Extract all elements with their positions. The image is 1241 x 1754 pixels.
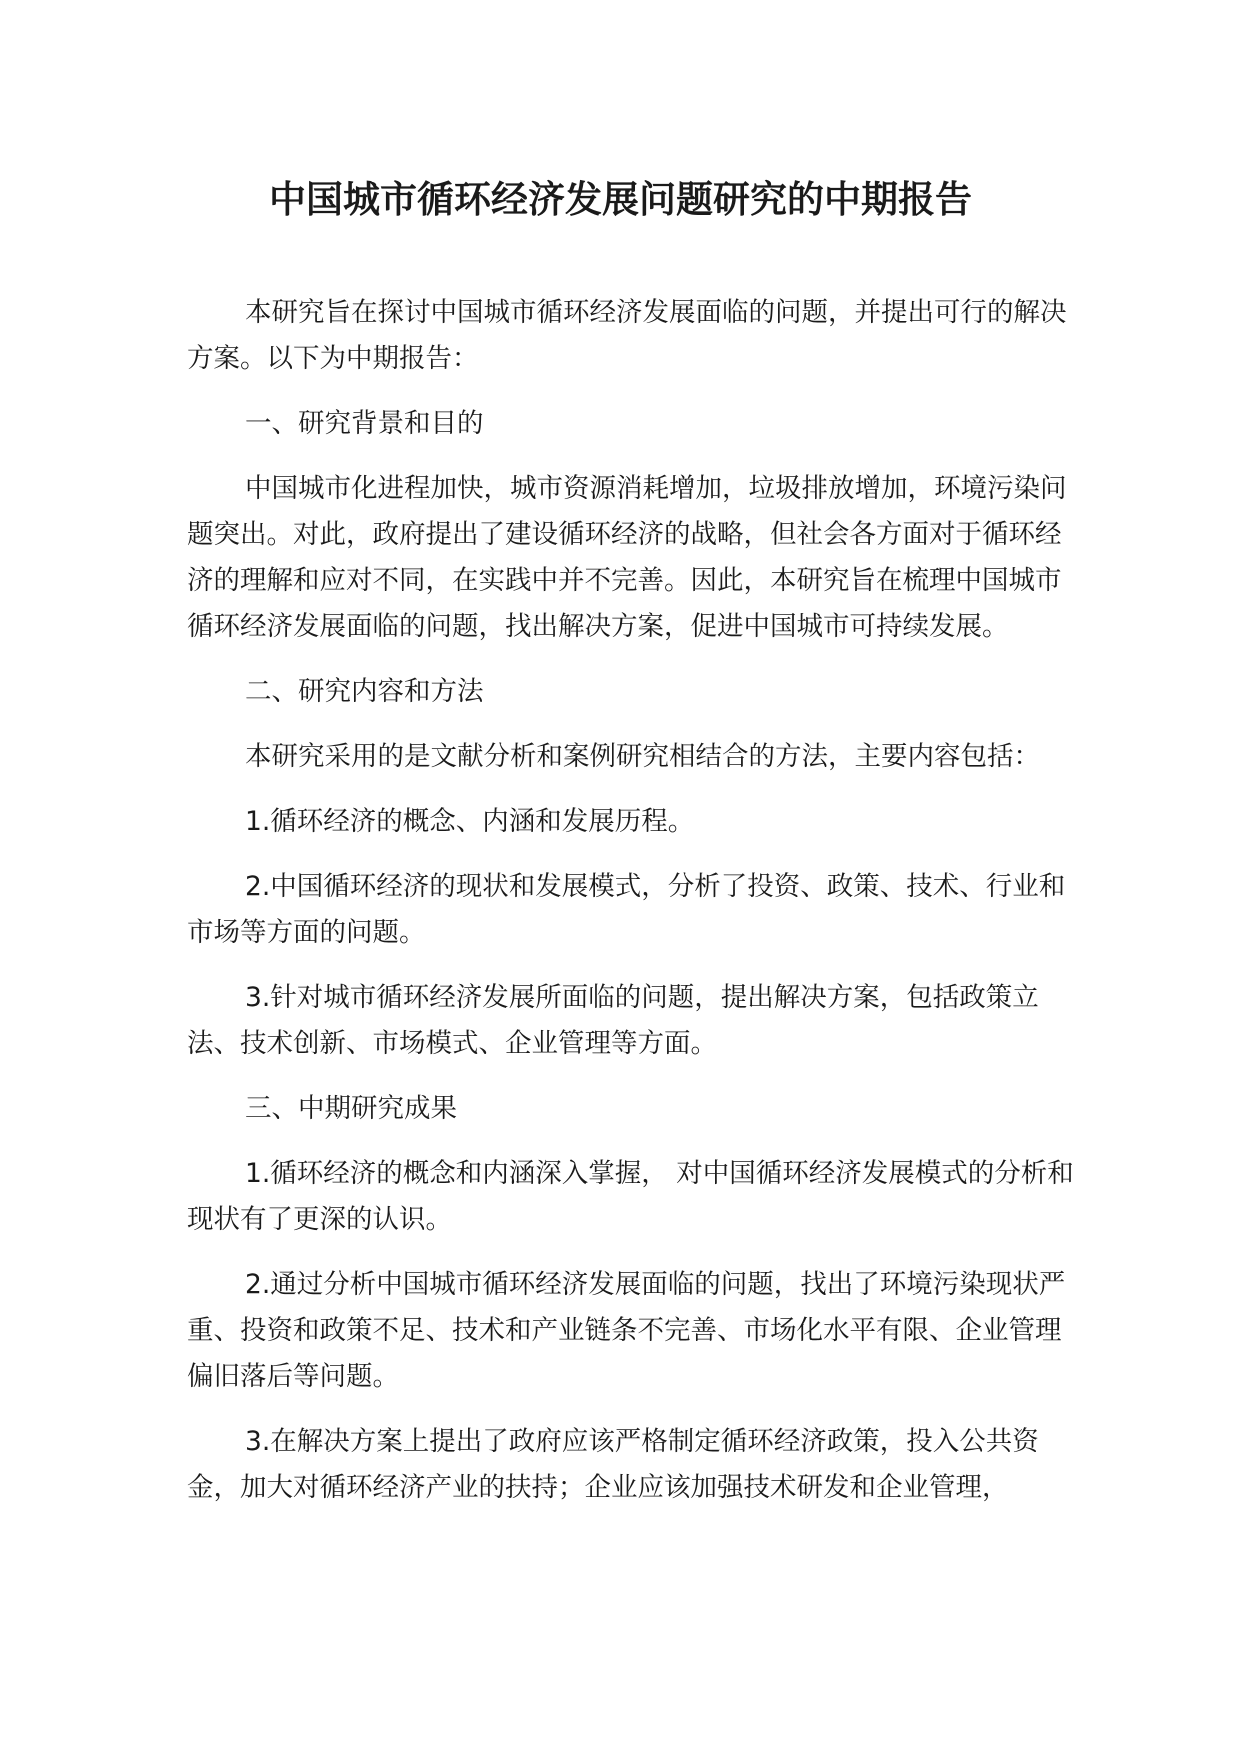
section-heading-results: 三、中期研究成果 xyxy=(245,1093,457,1124)
intro-paragraph: 本研究旨在探讨中国城市循环经济发展面临的问题，并提出可行的解决方案。以下为中期报告： xyxy=(187,297,1067,374)
section-heading-methods: 二、研究内容和方法 xyxy=(245,676,484,707)
document-body xyxy=(187,290,1077,1530)
methods-paragraph: 本研究采用的是文献分析和案例研究相结合的方法，主要内容包括： xyxy=(245,741,1040,772)
section-heading-background: 一、研究背景和目的 xyxy=(245,408,484,439)
methods-item-2: 2.中国循环经济的现状和发展模式，分析了投资、政策、技术、行业和市场等方面的问题。 xyxy=(187,871,1066,948)
methods-item-3: 3.针对城市循环经济发展所面临的问题，提出解决方案，包括政策立法、技术创新、市场模式、企业管理等方面。 xyxy=(187,982,1039,1059)
document-title: 中国城市循环经济发展问题研究的中期报告 xyxy=(269,178,972,221)
background-paragraph: 中国城市化进程加快，城市资源消耗增加，垃圾排放增加，环境污染问题突出。对此，政府提出了建设循环经济的战略，但社会各方面对于循环经济的理解和应对不同，在实践中并不完善。因此，本研究旨在梳理中国城市循环经济发展面临的问题，找出解决方案，促进中国城市可持续发展。 xyxy=(187,473,1067,642)
methods-item-1: 1.循环经济的概念、内涵和发展历程。 xyxy=(245,806,695,837)
results-item-2: 2.通过分析中国城市循环经济发展面临的问题，找出了环境污染现状严重、投资和政策不足、技术和产业链条不完善、市场化水平有限、企业管理偏旧落后等问题。 xyxy=(187,1269,1066,1392)
results-item-1: 1.循环经济的概念和内涵深入掌握， 对中国循环经济发展模式的分析和现状有了更深的认识。 xyxy=(187,1158,1074,1235)
results-item-3: 3.在解决方案上提出了政府应该严格制定循环经济政策，投入公共资金，加大对循环经济产业的扶持；企业应该加强技术研发和企业管理， xyxy=(187,1426,1039,1503)
